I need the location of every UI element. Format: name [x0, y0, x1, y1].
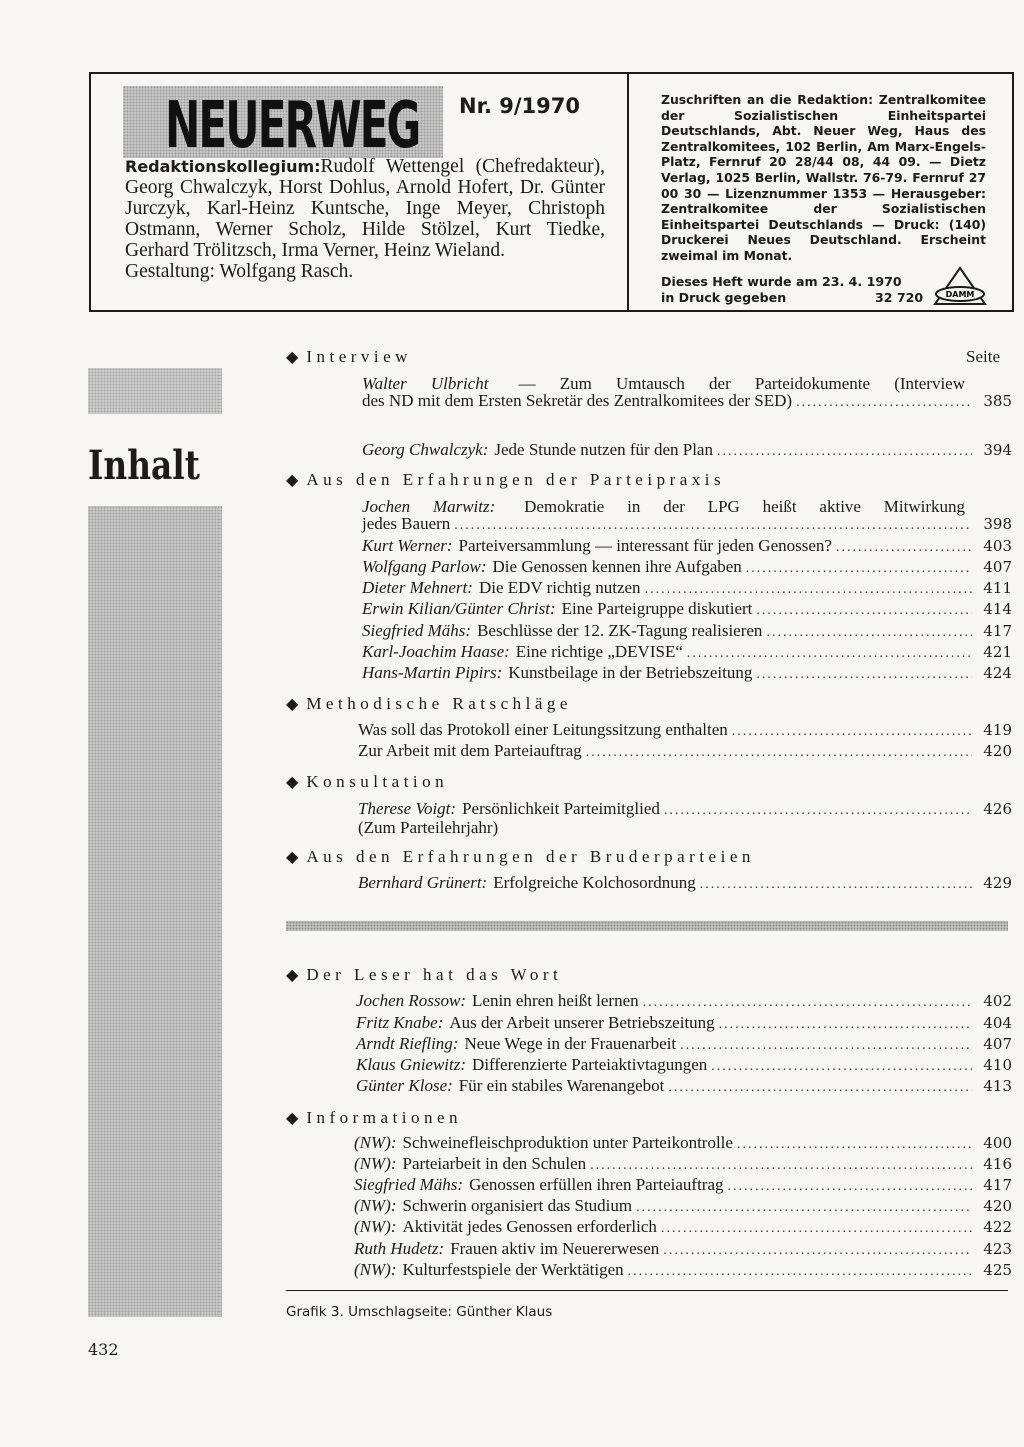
svg-text:DAMM: DAMM	[945, 290, 975, 299]
masthead-box	[89, 72, 1014, 312]
toc-entry[interactable]: Günter Klose: Für ein stabiles Warenangebot ..... 413	[356, 1077, 1012, 1096]
toc-entry[interactable]: Arndt Riefling: Neue Wege in der Frauenarbeit ..... 407	[356, 1035, 1012, 1054]
contents-title: Inhalt	[88, 442, 200, 489]
toc-entry[interactable]: Siegfried Mähs: Genossen erfüllen ihren Parteiauftrag ..... 417	[354, 1176, 1012, 1195]
printer-logo-icon	[933, 266, 987, 306]
diamond-icon: ◆	[286, 772, 299, 791]
diamond-icon: ◆	[286, 847, 299, 866]
graphic-credit: Grafik 3. Umschlagseite: Günther Klaus	[286, 1304, 553, 1320]
magazine-logo: NEUERWEG	[165, 89, 420, 163]
toc-entry[interactable]: Erwin Kilian/Günter Christ: Eine Parteigruppe diskutiert ..... 414	[362, 600, 1012, 619]
toc-entry[interactable]: Hans-Martin Pipirs: Kunstbeilage in der Betriebszeitung ..... 424	[362, 664, 1012, 683]
section-heading: ◆ Aus den Erfahrungen der Parteipraxis	[286, 470, 726, 489]
toc-entry[interactable]: Bernhard Grünert: Erfolgreiche Kolchosordnung ..... 429	[358, 874, 1012, 893]
contact-info: Zuschriften an die Redaktion: Zentralkomitee der Sozialistischen Einheitspartei Deutschlands, Abt. Neuer Weg, Haus des Zentralkomitees, 102 Berlin, Am Marx-Engels-Platz, Fernruf 20 28/44 08, 44 09. — Dietz Verlag, 1025 Berlin, Wallstr. 76-79. Fernruf 27 00 30 — Lizenznummer 1353 — Herausgeber: Zentralkomitee der Sozialistischen Einheitspartei Deutschlands — Druck: (140) Druckerei Neues Deutschland. Erscheint zweimal im Monat.	[661, 92, 986, 263]
toc-entry[interactable]: Zur Arbeit mit dem Parteiauftrag ..... 420	[358, 742, 1012, 761]
toc-entry[interactable]: (NW): Kulturfestspiele der Werktätigen ..... 425	[354, 1261, 1012, 1280]
logo-background	[123, 86, 443, 163]
toc-entry[interactable]: Kurt Werner: Parteiversammlung — interessant für jeden Genossen? ..... 403	[362, 537, 1012, 556]
section-heading: ◆ Aus den Erfahrungen der Bruderparteien	[286, 847, 755, 866]
section-heading: ◆ Konsultation	[286, 772, 449, 791]
toc-entry[interactable]: (NW): Parteiarbeit in den Schulen ..... 416	[354, 1155, 1012, 1174]
editorial-board	[125, 156, 605, 282]
toc-entry[interactable]: Siegfried Mähs: Beschlüsse der 12. ZK-Tagung realisieren ..... 417	[362, 622, 1012, 641]
diamond-icon: ◆	[286, 470, 299, 489]
page-column-header: Seite	[966, 347, 1000, 366]
toc-entry[interactable]: (NW): Aktivität jedes Genossen erforderlich ..... 422	[354, 1218, 1012, 1237]
toc-entry[interactable]: Jochen Rossow: Lenin ehren heißt lernen ..... 402	[356, 992, 1012, 1011]
print-number: 32 720	[875, 289, 924, 305]
diamond-icon: ◆	[286, 1108, 299, 1127]
diamond-icon: ◆	[286, 347, 299, 366]
print-note	[661, 274, 961, 305]
diamond-icon: ◆	[286, 694, 299, 713]
print-note-line2: in Druck gegeben	[661, 289, 787, 305]
sidebar-gray-column	[88, 506, 222, 1317]
editorial-board-names: Rudolf Wettengel (Chefredakteur), Georg Chwalczyk, Horst Dohlus, Arnold Hofert, Dr. Günter Jurczyk, Karl-Heinz Kuntsche, Inge Meyer, Christoph Ostmann, Werner Scholz, Hilde Stölzel, Kurt Tiedke, Gerhard Trölitzsch, Irma Verner, Heinz Wieland.	[125, 156, 605, 261]
toc-entry[interactable]: (NW): Schwerin organisiert das Studium ..... 420	[354, 1197, 1012, 1216]
print-note-line1: Dieses Heft wurde am 23. 4. 1970	[661, 274, 902, 289]
toc-entry[interactable]: Wolfgang Parlow: Die Genossen kennen ihre Aufgaben ..... 407	[362, 558, 1012, 577]
page-number: 432	[88, 1340, 119, 1359]
toc-entry[interactable]: Jochen Marwitz: Demokratie in der LPG heißt aktive Mitwirkung jedes Bauern ..... 398	[362, 498, 1012, 534]
section-divider	[286, 921, 1008, 931]
diamond-icon: ◆	[286, 965, 299, 984]
sidebar-gray-block	[88, 368, 222, 414]
toc-entry[interactable]: (NW): Schweinefleischproduktion unter Parteikontrolle ..... 400	[354, 1134, 1012, 1153]
issue-number: Nr. 9/1970	[459, 94, 580, 118]
toc-entry[interactable]: Walter Ulbricht — Zum Umtausch der Parteidokumente (Interview des ND mit dem Ersten Sekretär des Zentralkomitees der SED) ..... 385	[362, 375, 1012, 411]
toc-entry[interactable]: Fritz Knabe: Aus der Arbeit unserer Betriebszeitung ..... 404	[356, 1014, 1012, 1033]
section-heading: ◆ Methodische Ratschläge	[286, 694, 572, 713]
footer-rule	[286, 1290, 1008, 1291]
design-credit: Gestaltung: Wolfgang Rasch.	[125, 261, 354, 282]
section-heading: ◆ Der Leser hat das Wort	[286, 965, 563, 984]
toc-entry[interactable]: Therese Voigt: Persönlichkeit Parteimitglied ..... 426 (Zum Parteilehrjahr)	[358, 800, 1012, 836]
toc-entry[interactable]: Klaus Gniewitz: Differenzierte Parteiaktivtagungen ..... 410	[356, 1056, 1012, 1075]
toc-entry[interactable]: Ruth Hudetz: Frauen aktiv im Neuererwesen ..... 423	[354, 1240, 1012, 1259]
editorial-board-label: Redaktionskollegium:	[125, 157, 321, 176]
toc-entry[interactable]: Georg Chwalczyk: Jede Stunde nutzen für den Plan ..... 394	[362, 441, 1012, 460]
toc-entry[interactable]: Karl-Joachim Haase: Eine richtige „DEVISE“ ..... 421	[362, 643, 1012, 662]
section-heading: ◆ Interview	[286, 347, 412, 366]
toc-entry[interactable]: Dieter Mehnert: Die EDV richtig nutzen ..... 411	[362, 579, 1012, 598]
section-heading: ◆ Informationen	[286, 1108, 463, 1127]
toc-entry[interactable]: Was soll das Protokoll einer Leitungssitzung enthalten ..... 419	[358, 721, 1012, 740]
masthead-divider	[627, 74, 629, 310]
